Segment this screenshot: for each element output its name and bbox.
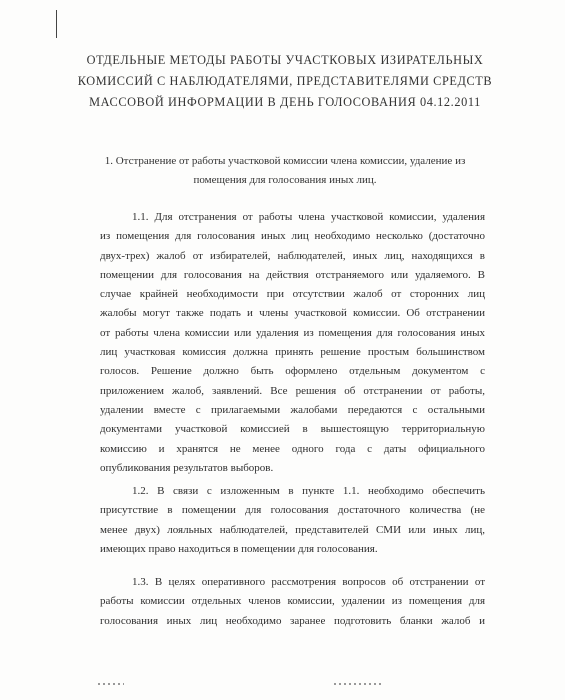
paragraph-line: из помещения для голосования иных лиц необходимо несколько (достаточно: [100, 230, 485, 243]
title-line: МАССОВОЙ ИНФОРМАЦИИ В ДЕНЬ ГОЛОСОВАНИЯ 04.12.2011: [89, 95, 481, 109]
paragraph-line: от работы члена комиссии или удаления из помещения для голосования иных: [100, 326, 485, 339]
paragraph-line: жалобы могут также подать и члены участковой комиссии. Об отстранении: [100, 307, 485, 320]
paragraph-line: документами участковой комиссией в вышестоящую территориальную: [100, 423, 485, 436]
paragraph-line: 1.3. В целях оперативного рассмотрения вопросов об отстранении от: [132, 576, 485, 588]
section-heading-line: помещения для голосования иных лиц.: [193, 174, 377, 186]
paragraph-line: работы комиссии отдельных членов комиссии, удалении из помещения для: [100, 595, 485, 608]
margin-mark: [56, 10, 57, 38]
paragraph-1-2: [100, 482, 485, 559]
title-line: ОТДЕЛЬНЫЕ МЕТОДЫ РАБОТЫ УЧАСТКОВЫХ ИЗИРАТЕЛЬНЫХ: [86, 53, 484, 67]
paragraph-line: голосования иных лиц необходимо заранее подготовить бланки жалоб и: [100, 614, 485, 627]
document-title: [70, 50, 500, 113]
scan-artifact: [334, 683, 382, 685]
paragraph-line: голосов. Решение должно быть оформлено отдельным документом с: [100, 365, 485, 378]
section-heading-line: 1. Отстранение от работы участковой комиссии члена комиссии, удаление из: [104, 155, 466, 167]
paragraph-line: 1.1. Для отстранения от работы члена участковой комиссии, удаления: [132, 211, 485, 223]
paragraph-line: приложением жалоб, заявлений. Все решения об отстранении от работы,: [100, 384, 485, 397]
paragraph-line: имеющих право находиться в помещении для голосования.: [100, 542, 378, 555]
title-line: КОМИССИЙ С НАБЛЮДАТЕЛЯМИ, ПРЕДСТАВИТЕЛЯМИ СРЕДСТВ: [77, 74, 493, 88]
paragraph-line: 1.2. В связи с изложенным в пункте 1.1. необходимо обеспечить: [132, 485, 485, 497]
paragraph-line: опубликования результатов выборов.: [100, 461, 274, 474]
paragraph-line: комиссию и хранятся не менее одного года с даты официального: [100, 442, 485, 455]
paragraph-line: менее двух) лояльных наблюдателей, представителей СМИ или иных лиц,: [100, 523, 485, 536]
paragraph-line: двух-трех) жалоб от избирателей, наблюдателей, иных лиц, находящихся в: [100, 249, 485, 262]
scan-artifact: [98, 683, 124, 685]
paragraph-line: помещении для голосования на действия отстраняемого или удаляемого. В: [100, 268, 485, 281]
paragraph-line: случае крайней необходимости при отсутствии жалоб от сторонних лиц: [100, 288, 485, 301]
paragraph-line: лиц участковая комиссия должна принять решение простым большинством: [100, 346, 485, 359]
paragraph-1-1: [100, 208, 485, 478]
paragraph-line: присутствие в помещении для голосования достаточного количества (не: [100, 504, 485, 517]
paragraph-line: удалении вместе с прилагаемыми жалобами передаются с остальными: [100, 403, 485, 416]
paragraph-1-3: [100, 573, 485, 631]
section-heading: [95, 152, 475, 190]
